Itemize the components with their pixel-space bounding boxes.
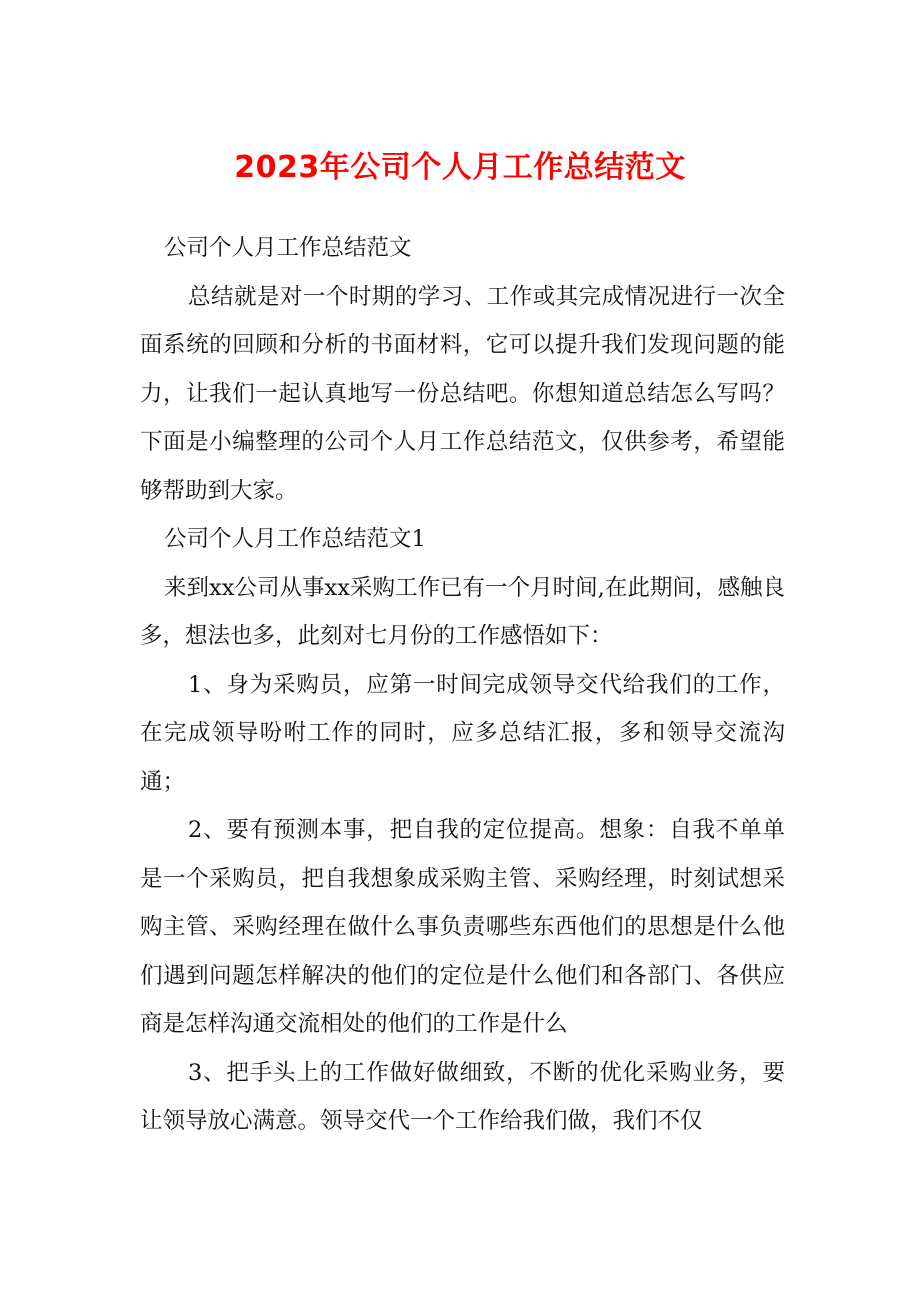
document-body [140, 224, 785, 1146]
document-subtitle: 公司个人月工作总结范文 [164, 235, 412, 261]
section-opening-paragraph: 来到xx公司从事xx采购工作已有一个月时间,在此期间，感触良多，想法也多，此刻对七月份的工作感悟如下： [140, 574, 785, 649]
list-item-point-3: 3、把手头上的工作做好做细致，不断的优化采购业务，要让领导放心满意。领导交代一个工作给我们做，我们不仅 [140, 1059, 785, 1134]
section-heading: 公司个人月工作总结范文1 [164, 526, 426, 552]
list-item-point-1: 1、身为采购员，应第一时间完成领导交代给我们的工作，在完成领导吩咐工作的同时，应多总结汇报，多和领导交流沟通； [140, 671, 785, 795]
intro-paragraph: 总结就是对一个时期的学习、工作或其完成情况进行一次全面系统的回顾和分析的书面材料，它可以提升我们发现问题的能力，让我们一起认真地写一份总结吧。你想知道总结怎么写吗？下面是小编整理的公司个人月工作总结范文，仅供参考，希望能够帮助到大家。 [140, 283, 785, 504]
document-title: 2023年公司个人月工作总结范文 [234, 150, 686, 185]
list-item-point-2: 2、要有预测本事，把自我的定位提高。想象：自我不单单是一个采购员，把自我想象成采购主管、采购经理，时刻试想采购主管、采购经理在做什么事负责哪些东西他们的思想是什么他们遇到问题怎样解决的他们的定位是什么他们和各部门、各供应商是怎样沟通交流相处的他们的工作是什么 [140, 817, 785, 1037]
